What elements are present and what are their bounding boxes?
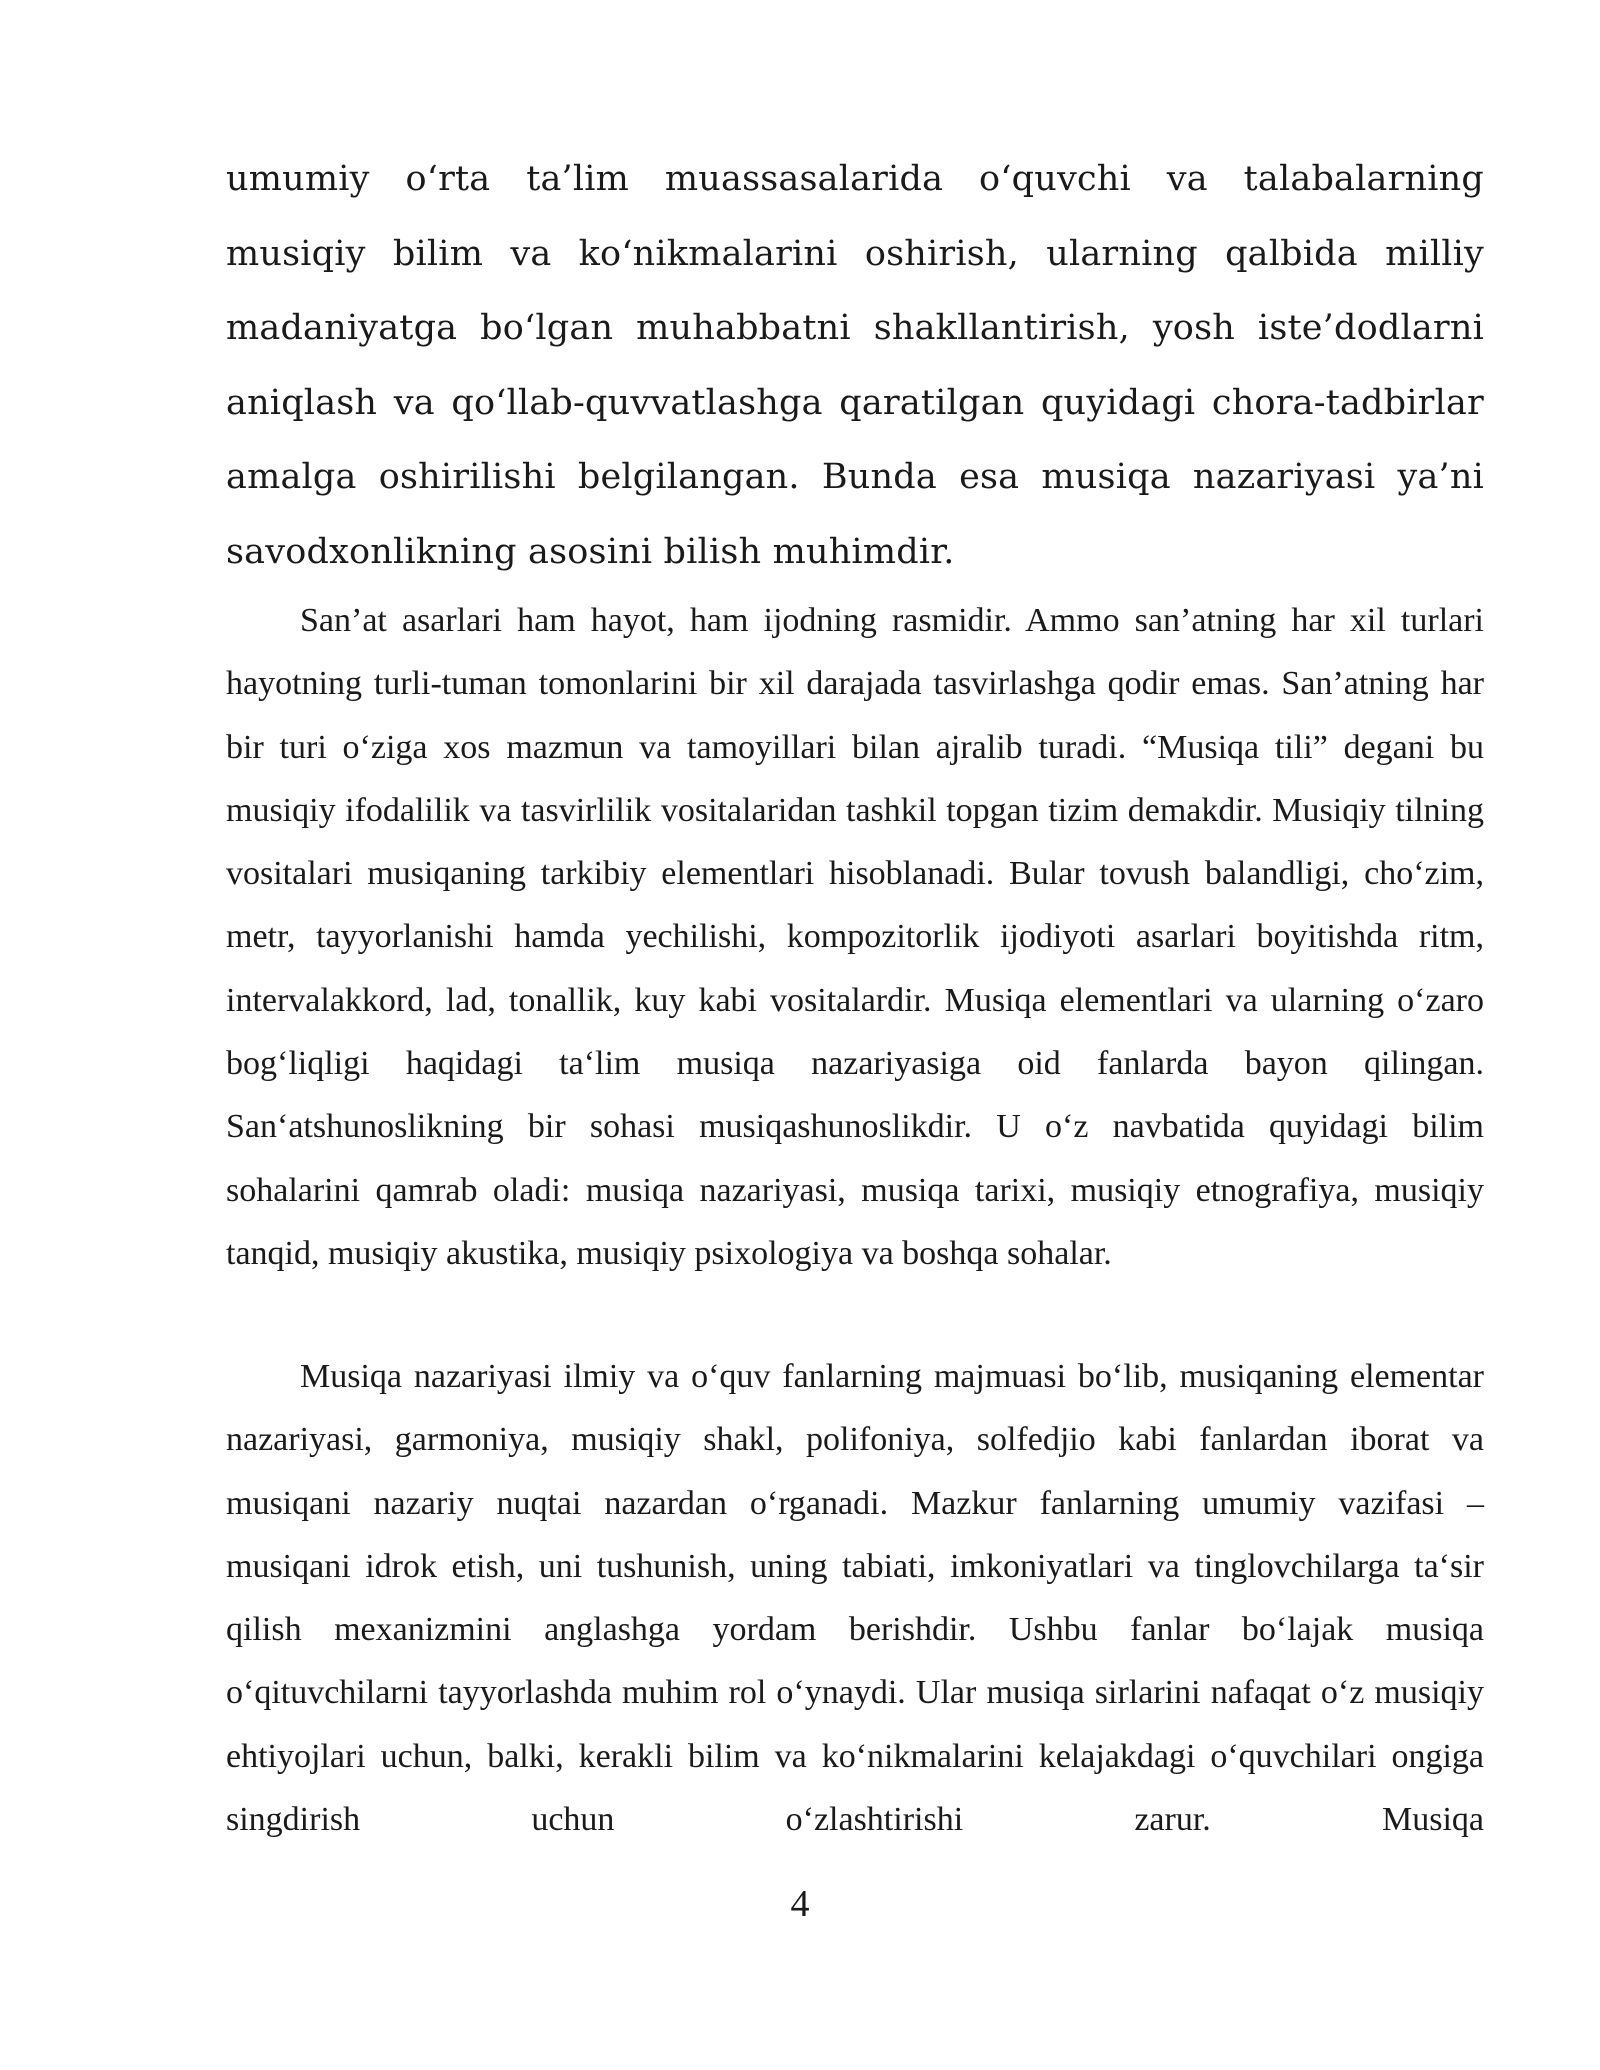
paragraph-2: San’at asarlari ham hayot, ham ijodning rasmidir. Ammo san’atning har xil turlari hayotning turli-tuman tomonlarini bir xil darajada tasvirlashga qodir emas. San’atning har bir turi o‘ziga xos mazmun va tamoyillari bilan ajralib turadi. “Musiqa tili” degani bu musiqiy ifodalilik va tasvirlilik vositalaridan tashkil topgan tizim demakdir. Musiqiy tilning vositalari musiqaning tarkibiy elementlari hisoblanadi. Bular tovush balandligi, cho‘zim, metr, tayyorlanishi hamda yechilishi, kompozitorlik ijodiyoti asarlari boyitishda ritm, intervalakkord, lad, tonallik, kuy kabi vositalardir. Musiqa elementlari va ularning o‘zaro bog‘liqligi haqidagi ta‘lim musiqa nazariyasiga oid fanlarda bayon qilingan. San‘atshunoslikning bir sohasi musiqashunoslikdir. U o‘z navbatida quyidagi bilim sohalarini qamrab oladi: musiqa nazariyasi, musiqa tarixi, musiqiy etnografiya, musiqiy tanqid, musiqiy akustika, musiqiy psixologiya va boshqa sohalar. (226, 602, 1484, 1272)
paragraph-3: Musiqa nazariyasi ilmiy va o‘quv fanlarning majmuasi bo‘lib, musiqaning elementar nazariyasi, garmoniya, musiqiy shakl, polifoniya, solfedjio kabi fanlardan iborat va musiqani nazariy nuqtai nazardan o‘rganadi. Mazkur fanlarning umumiy vazifasi – musiqani idrok etish, uni tushunish, uning tabiati, imkoniyatlari va tinglovchilarga ta‘sir qilish mexanizmini anglashga yordam berishdir. Ushbu fanlar bo‘lajak musiqa o‘qituvchilarni tayyorlashda muhim rol o‘ynaydi. Ular musiqa sirlarini nafaqat o‘z musiqiy ehtiyojlari uchun, balki, kerakli bilim va ko‘nikmalarini kelajakdagi o‘quvchilari ongiga singdirish uchun o‘zlashtirishi zarur. Musiqa (226, 1358, 1484, 1839)
paragraph-1: umumiy o‘rta ta’lim muassasalarida o‘quvchi va talabalarning musiqiy bilim va ko‘nikmalarini oshirish, ularning qalbida milliy madaniyatga bo‘lgan muhabbatni shakllantirish, yosh iste’dodlarni aniqlash va qo‘llab-quvvatlashga qaratilgan quyidagi chora-tadbirlar amalga oshirilishi belgilangan. Bunda esa musiqa nazariyasi ya’ni savodxonlikning asosini bilish muhimdir. (226, 159, 1484, 572)
page-number: 4 (790, 1883, 810, 1925)
